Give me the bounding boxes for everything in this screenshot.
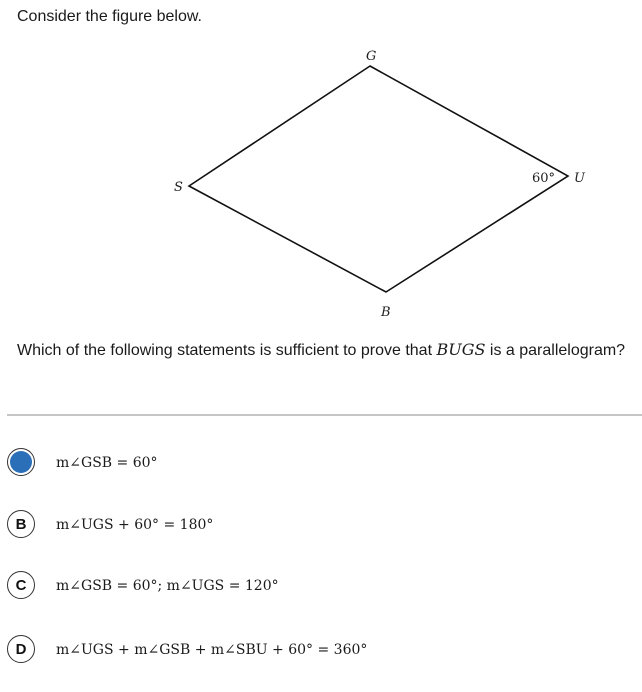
choice-a-radio[interactable] [7,448,35,476]
divider [7,414,642,416]
vertex-label-s: S [174,180,183,195]
choice-c-text[interactable]: m∠GSB = 60°; m∠UGS = 120° [56,578,279,594]
question-text-after: is a parallelogram? [485,342,626,359]
question-shape-name: BUGS [436,340,486,359]
vertex-label-g: G [366,49,377,64]
choice-d[interactable] [0,631,642,667]
choice-c-radio[interactable]: C [7,571,35,599]
choice-d-radio[interactable]: D [7,635,35,663]
choice-a-text[interactable]: m∠GSB = 60° [56,455,158,471]
selected-radio-dot [10,451,32,473]
question-text-before: Which of the following statements is sufficient to prove that [17,342,437,359]
vertex-label-u: U [574,171,585,186]
choice-b-radio[interactable]: B [7,510,35,538]
quadrilateral-bugs [189,66,568,292]
quadrilateral-figure [0,0,642,330]
vertex-label-b: B [381,305,391,320]
angle-label-u: 60° [532,171,556,186]
choice-b[interactable] [0,506,642,542]
choice-c[interactable] [0,567,642,603]
question-text [17,340,625,361]
choice-a[interactable] [0,444,642,480]
question-prompt: Consider the figure below. [17,8,202,25]
choice-d-text[interactable]: m∠UGS + m∠GSB + m∠SBU + 60° = 360° [56,642,368,658]
choice-b-text[interactable]: m∠UGS + 60° = 180° [56,517,214,533]
